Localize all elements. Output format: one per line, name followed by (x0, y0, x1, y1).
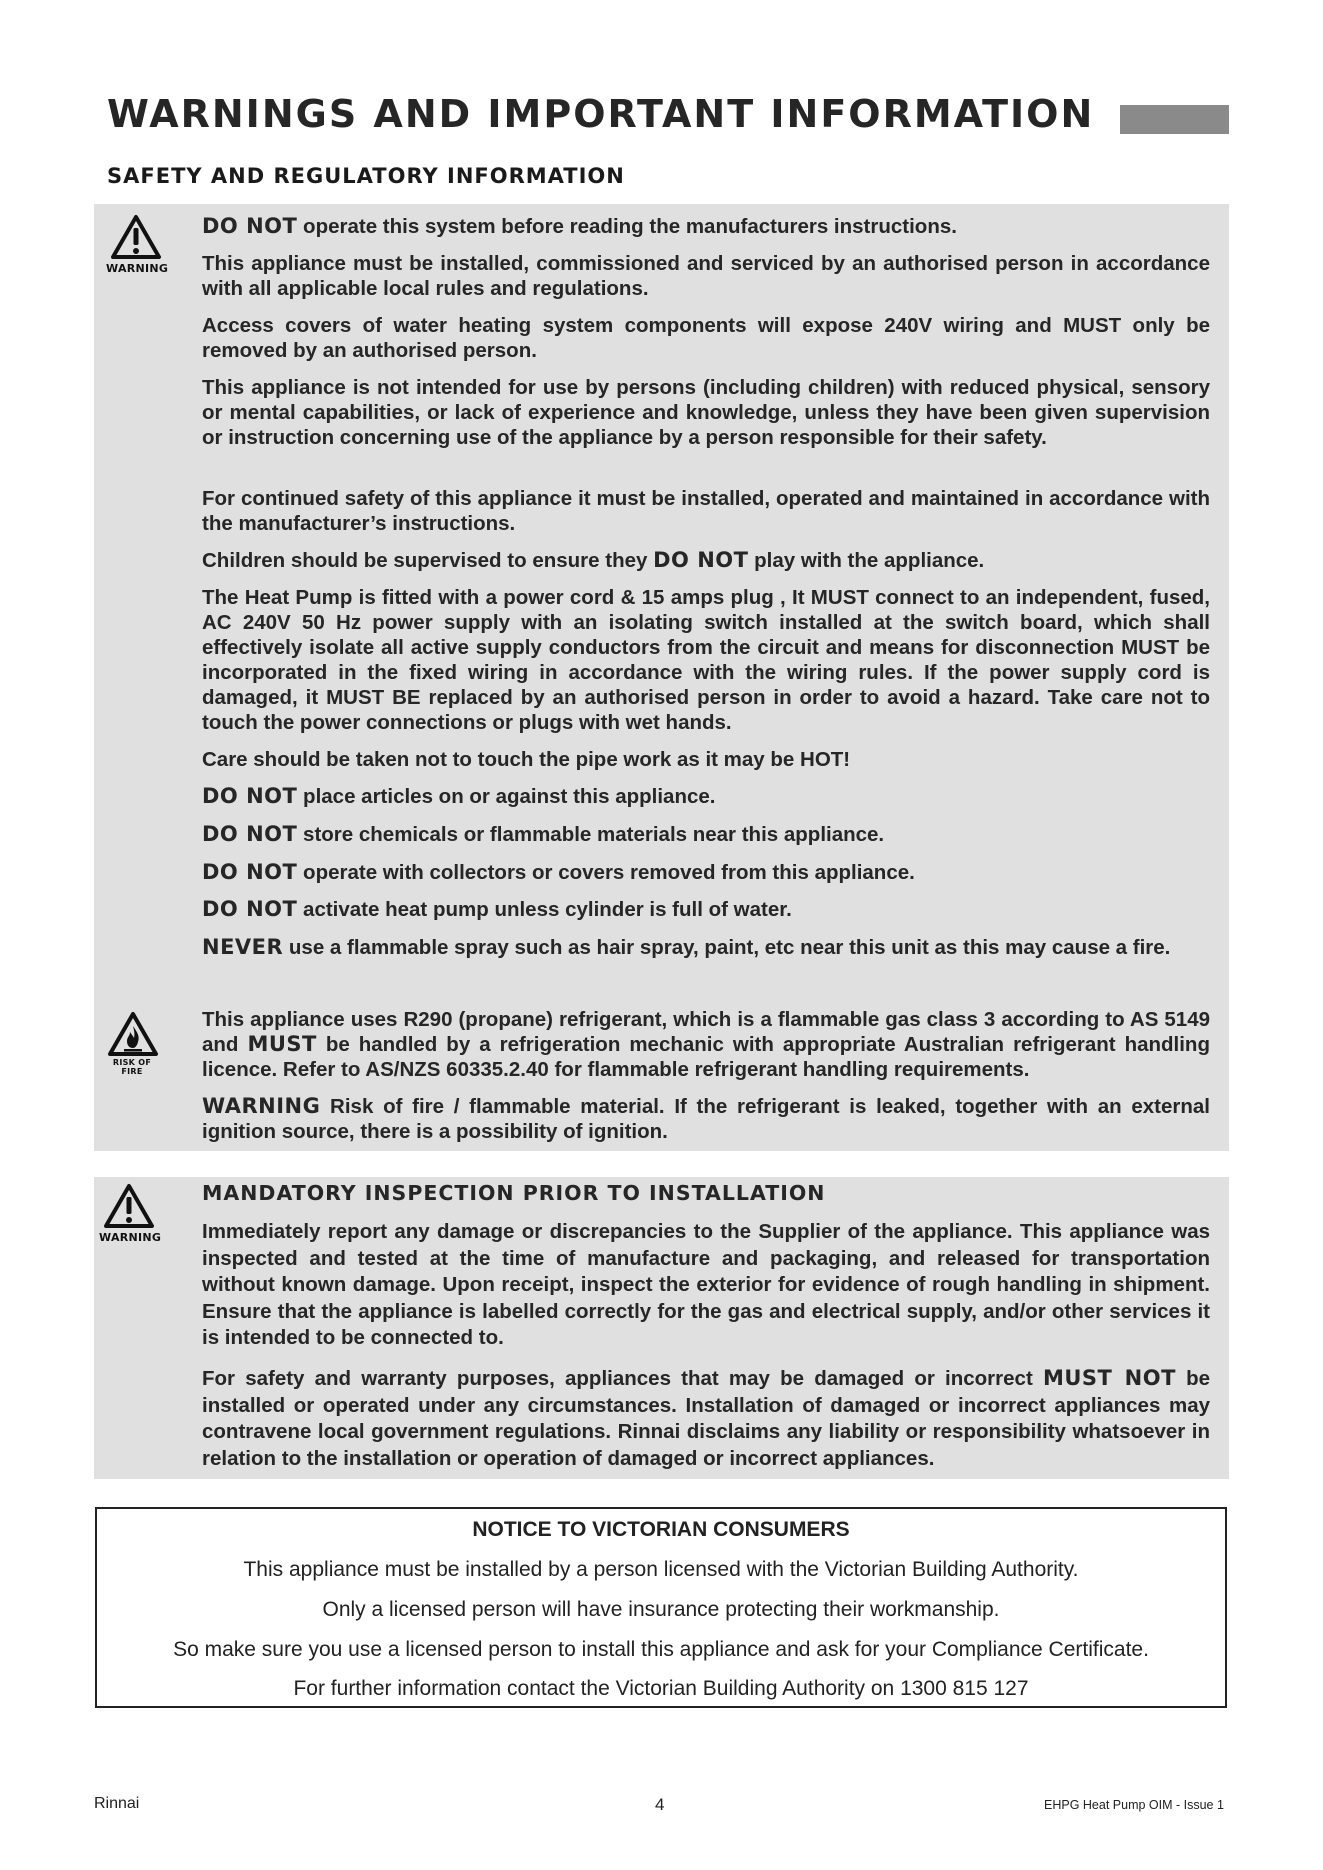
risk-of-fire-sign (107, 1011, 157, 1076)
section-title: SAFETY AND REGULATORY INFORMATION (107, 164, 625, 188)
inspection-title: MANDATORY INSPECTION PRIOR TO INSTALLATION (202, 1181, 826, 1205)
safety-paragraph-15: WARNING Risk of fire / flammable material. If the refrigerant is leaked, together with an external ignition source, there is a possibility of ignition. (202, 1094, 1210, 1143)
safety-paragraph-13: NEVER use a flammable spray such as hair spray, paint, etc near this unit as this may cause a fire. (202, 935, 1171, 959)
inspection-box (94, 1177, 1229, 1479)
safety-paragraph-12: DO NOT activate heat pump unless cylinder is full of water. (202, 897, 792, 921)
page-number: 4 (655, 1795, 665, 1814)
safety-paragraph-4: This appliance is not intended for use by persons (including children) with reduced physical, sensory or mental capabilities, or lack of experience and knowledge, unless they have been given supervision or instruction concerning use of the appliance by a person responsible for their safety. (202, 376, 1210, 449)
safety-paragraph-14: This appliance uses R290 (propane) refrigerant, which is a flammable gas class 3 according to AS 5149 and MUST be handled by a refrigeration mechanic with appropriate Australian refrigerant handling licence. Refer to AS/NZS 60335.2.40 for flammable refrigerant handling requirements. (202, 1008, 1210, 1081)
safety-paragraph-10: DO NOT store chemicals or flammable materials near this appliance. (202, 822, 885, 846)
footer-brand: Rinnai (94, 1795, 140, 1812)
warning-triangle-icon (103, 1183, 155, 1229)
safety-paragraph-11: DO NOT operate with collectors or covers removed from this appliance. (202, 860, 915, 884)
warning-icon-label: WARNING (99, 1231, 162, 1244)
safety-paragraph-9: DO NOT place articles on or against this appliance. (202, 784, 716, 808)
safety-paragraph-6: Children should be supervised to ensure they DO NOT play with the appliance. (202, 548, 985, 572)
safety-info-box (94, 204, 1229, 1151)
warning-sign (99, 1183, 162, 1244)
page-title: WARNINGS AND IMPORTANT INFORMATION (107, 92, 1095, 136)
safety-paragraph-7: The Heat Pump is fitted with a power cord & 15 amps plug , It MUST connect to an independent, fused, AC 240V 50 Hz power supply with an isolating switch installed at the switch board, which shall effectively isolate all active supply conductors from the circuit and means for disconnection MUST be incorporated in the fixed wiring in accordance with the wiring rules. If the power supply cord is damaged, it MUST BE replaced by an authorised person in order to avoid a hazard. Take care not to touch the power connections or plugs with wet hands. (202, 586, 1210, 734)
warning-sign (106, 214, 169, 275)
safety-paragraph-2: This appliance must be installed, commissioned and serviced by an authorised person in accordance with all applicable local rules and regulations. (202, 252, 1210, 300)
title-accent-bar (1120, 105, 1229, 134)
notice-line: For further information contact the Victorian Building Authority on 1300 815 127 (293, 1677, 1029, 1700)
safety-paragraph-8: Care should be taken not to touch the pipe work as it may be HOT! (202, 748, 851, 771)
inspection-paragraph-2: For safety and warranty purposes, appliances that may be damaged or incorrect MUST NOT be installed or operated under any circumstances. Installation of damaged or incorrect appliances may contravene local government regulations. Rinnai disclaims any liability or responsibility whatsoever in relation to the installation or operation of damaged or incorrect appliances. (202, 1366, 1211, 1470)
safety-paragraph-3: Access covers of water heating system components will expose 240V wiring and MUST only be removed by an authorised person. (202, 314, 1210, 362)
warning-triangle-icon (110, 214, 162, 260)
notice-title: NOTICE TO VICTORIAN CONSUMERS (472, 1518, 850, 1541)
inspection-paragraph-1: Immediately report any damage or discrepancies to the Supplier of the appliance. This appliance was inspected and tested at the time of manufacture and packaging, and released for transportation without known damage. Upon receipt, inspect the exterior for evidence of rough handling in shipment. Ensure that the appliance is labelled correctly for the gas and electrical supply, and/or other services it is intended to be connected to. (202, 1220, 1210, 1349)
risk-of-fire-icon-label: RISK OF FIRE (112, 1058, 152, 1076)
safety-paragraph-1: DO NOT operate this system before reading the manufacturers instructions. (202, 214, 957, 238)
notice-line: This appliance must be installed by a person licensed with the Victorian Building Authority. (243, 1558, 1079, 1581)
fire-hazard-icon (107, 1011, 159, 1057)
footer-document-id: EHPG Heat Pump OIM - Issue 1 (1044, 1798, 1224, 1812)
victorian-consumer-notice (95, 1507, 1227, 1708)
notice-line: Only a licensed person will have insurance protecting their workmanship. (322, 1598, 1000, 1621)
notice-line: So make sure you use a licensed person to install this appliance and ask for your Compliance Certificate. (173, 1638, 1149, 1661)
warning-icon-label: WARNING (106, 262, 169, 275)
safety-paragraph-5: For continued safety of this appliance it must be installed, operated and maintained in accordance with the manufacturer’s instructions. (202, 487, 1210, 535)
